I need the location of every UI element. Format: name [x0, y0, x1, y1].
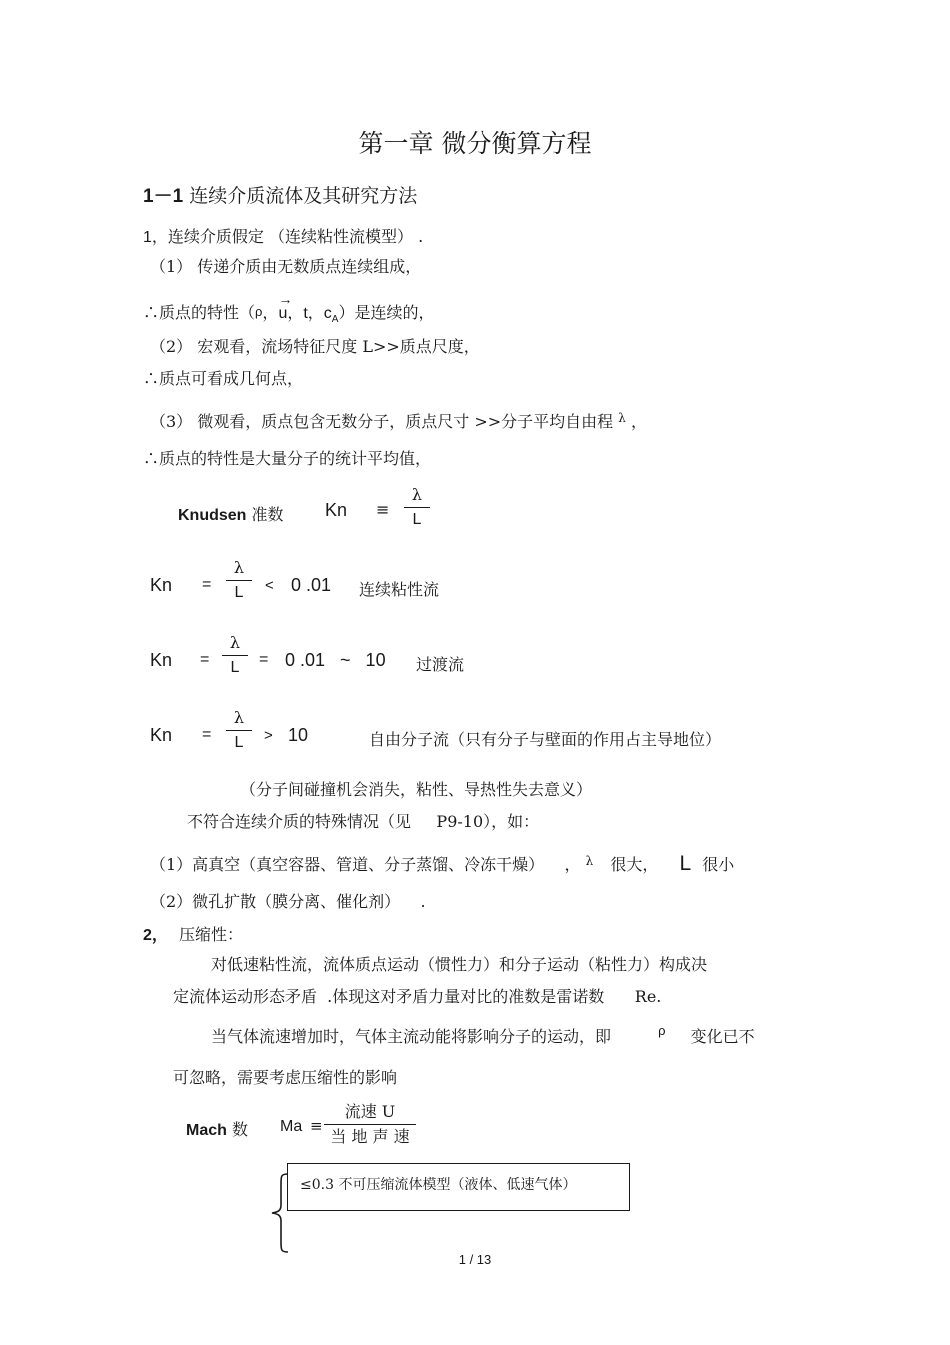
compress-paragraph-3	[211, 1023, 755, 1047]
kn-fraction	[226, 708, 252, 753]
rho-symbol: ρ	[658, 1023, 666, 1038]
fraction-bar	[324, 1124, 416, 1125]
fraction-bar	[404, 507, 430, 508]
text-rest: ，t，c	[287, 305, 332, 322]
case-1-text: （1）高真空（真空容器、管道、分子蒸馏、冷冻干燥） ，	[150, 855, 581, 874]
model-box-text: ≤0.3 不可压缩流体模型（液体、低速气体）	[300, 1177, 577, 1193]
vector-arrow-icon: →	[278, 291, 293, 307]
kn-value: 0 .01 ~ 10	[285, 650, 386, 670]
kn-value: 0 .01	[291, 575, 332, 595]
flow-type: 连续粘性流	[359, 580, 440, 599]
length-symbol: L	[679, 852, 692, 875]
fraction-denominator: L	[234, 584, 244, 601]
compress-paragraph-1: 对低速粘性流，流体质点运动（惯性力）和分子运动（粘性力）构成决	[211, 955, 708, 974]
compress-paragraph-2: 定流体运动形态矛盾 .体现这对矛盾力量对比的准数是雷诺数 Re.	[173, 987, 662, 1006]
kn-fraction	[222, 633, 248, 678]
model-box	[287, 1163, 630, 1211]
section-title: 连续介质流体及其研究方法	[189, 185, 418, 207]
equiv-sign: ≡	[376, 500, 390, 519]
section-number: 1－1	[143, 186, 184, 207]
item-number: 1，	[143, 229, 168, 246]
kn-symbol: Kn	[325, 500, 348, 520]
paragraph-3-text: （3） 微观看，质点包含无数分子，质点尺寸 >>分子平均自由程	[150, 412, 614, 431]
mach-label-text: 数	[232, 1120, 249, 1139]
page-title: 第一章 微分衡算方程	[358, 129, 592, 158]
equiv-sign: ≡	[310, 1117, 323, 1135]
paragraph-1-1: （1） 传递介质由无数质点连续组成，	[150, 257, 422, 276]
velocity-vector	[278, 291, 293, 323]
rho-symbol: ρ	[255, 304, 263, 319]
text-post: ）是连续的，	[338, 303, 435, 322]
paragraph-1	[143, 224, 423, 247]
compress-paragraph-3-end: 变化已不	[690, 1027, 755, 1046]
knudsen-fraction	[404, 485, 430, 530]
case-1-mid: 很大，	[610, 855, 659, 874]
paragraph-3-end: ，	[630, 412, 647, 431]
mach-bold: Mach	[186, 1122, 227, 1139]
paragraph-2-1: ∴质点可看成几何点，	[143, 369, 304, 388]
kn-value: 10	[288, 725, 309, 745]
relation-sign: >	[264, 727, 273, 744]
fraction-bar	[222, 655, 248, 656]
ma-symbol: Ma	[280, 1118, 303, 1135]
paragraph-3-1: ∴质点的特性是大量分子的统计平均值，	[143, 449, 432, 468]
kn-symbol: Kn	[150, 650, 173, 670]
paragraph-3	[150, 409, 647, 432]
velocity-symbol: u	[278, 305, 288, 322]
flow-type: 自由分子流（只有分子与壁面的作用占主导地位）	[369, 730, 722, 749]
comma: ，	[262, 303, 279, 322]
kn-symbol: Kn	[150, 575, 173, 595]
mach-fraction	[324, 1102, 416, 1147]
compressibility-heading	[143, 922, 243, 945]
equals-sign: =	[202, 726, 212, 743]
kn-fraction	[226, 558, 252, 603]
fraction-bar	[226, 580, 252, 581]
section-heading	[143, 181, 417, 208]
compress-paragraph-4: 可忽略，需要考虑压缩性的影响	[173, 1068, 398, 1087]
page-number: 1 / 13	[458, 1252, 492, 1267]
fraction-numerator: 流速 U	[344, 1102, 396, 1121]
fraction-numerator: λ	[229, 633, 241, 652]
item-number: 2，	[143, 927, 168, 944]
paragraph-1-2	[143, 291, 435, 326]
mach-label	[186, 1117, 248, 1140]
knudsen-bold: Knudsen	[178, 507, 247, 524]
text-pre: ∴质点的特性（	[143, 303, 256, 322]
case-2: （2）微孔扩散（膜分离、催化剂） .	[150, 892, 426, 911]
lambda-symbol: λ	[585, 854, 594, 868]
knudsen-label	[178, 502, 284, 525]
note-1: （分子间碰撞机会消失，粘性、导热性失去意义）	[240, 780, 593, 799]
fraction-denominator: 当 地 声 速	[330, 1127, 410, 1146]
subscript: A	[331, 314, 339, 326]
fraction-denominator: L	[412, 511, 422, 528]
fraction-denominator: L	[234, 734, 244, 751]
case-1	[150, 852, 734, 876]
relation-sign: =	[259, 651, 269, 668]
fraction-numerator: λ	[233, 558, 245, 577]
kn-symbol: Kn	[150, 725, 173, 745]
equals-sign: =	[200, 651, 210, 668]
compressibility-label: 压缩性：	[179, 925, 244, 944]
fraction-numerator: λ	[411, 485, 423, 504]
fraction-bar	[226, 730, 252, 731]
compress-paragraph-3-text: 当气体流速增加时，气体主流动能将影响分子的运动，即	[211, 1027, 612, 1046]
lambda-symbol: λ	[618, 411, 626, 425]
paragraph-1-text: 连续介质假定 （连续粘性流模型） .	[167, 227, 424, 246]
relation-sign: <	[265, 577, 274, 594]
note-2: 不符合连续介质的特殊情况（见 P9-10），如：	[187, 812, 540, 831]
flow-type: 过渡流	[416, 655, 465, 674]
fraction-numerator: λ	[233, 708, 245, 727]
case-1-end: 很小	[702, 855, 735, 874]
equals-sign: =	[202, 576, 212, 593]
paragraph-2: （2） 宏观看，流场特征尺度 L>>质点尺度，	[150, 337, 480, 356]
knudsen-label-text: 准数	[251, 505, 284, 524]
fraction-denominator: L	[230, 659, 240, 676]
